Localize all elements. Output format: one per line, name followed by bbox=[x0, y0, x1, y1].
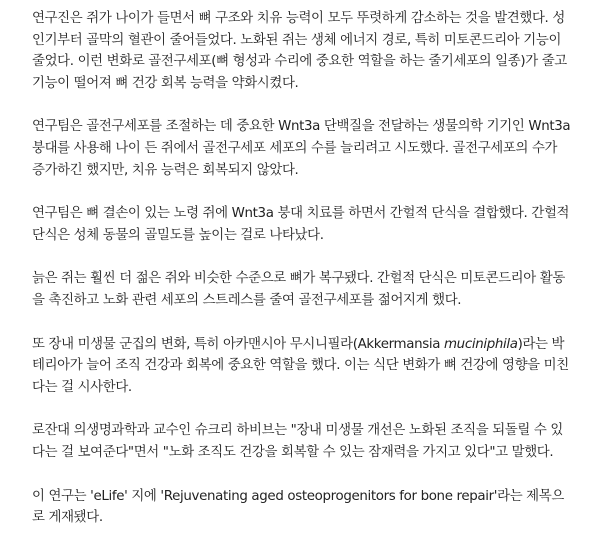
paragraph-wnt3a-bandage bbox=[32, 116, 572, 181]
paragraph-quote bbox=[32, 420, 572, 463]
paragraph-text: )라는 박테리아가 늘어 조직 건강과 회복에 중요한 역할을 했다. 이는 식단 변화가 뼈 건강에 영향을 미친다는 걸 시사한다. bbox=[32, 336, 569, 395]
paragraph-text: 연구팀은 골전구세포를 조절하는 데 중요한 Wnt3a 단백질을 전달하는 생물의학 기기인 Wnt3a 붕대를 사용해 나이 든 쥐에서 골전구세포 세포의 수를 늘리려고 시도했다. 골전구세포의 수가 증가하긴 했지만, 치유 능력은 회복되지 않았다. bbox=[32, 119, 571, 178]
paragraph-text: 로잔대 의생명과학과 교수인 슈크리 하비브는 "장내 미생물 개선은 노화된 조직을 되돌릴 수 있다는 걸 보여준다"면서 "노화 조직도 건강을 회복할 수 있는 잠재력을 가지고 있다"고 말했다. bbox=[32, 423, 563, 460]
paragraph-intermittent-fasting bbox=[32, 203, 572, 246]
paragraph-aging-findings bbox=[32, 8, 572, 94]
paragraph-publication bbox=[32, 486, 572, 529]
paragraph-bone-recovery bbox=[32, 268, 572, 311]
paragraph-text: 연구진은 쥐가 나이가 들면서 뼈 구조와 치유 능력이 모두 뚜렷하게 감소하는 것을 발견했다. 성인기부터 골막의 혈관이 줄어들었다. 노화된 쥐는 생체 에너지 경로, 특히 미토콘드리아 기능이 줄었다. 이런 변화로 골전구세포(뼈 형성과 수리에 중요한 역할을 하는 줄기세포의 일종)가 줄고 기능이 떨어져 뼈 건강 회복 능력을 약화시켰다. bbox=[32, 11, 567, 91]
paragraph-text: 이 연구는 'eLife' 지에 'Rejuvenating aged osteoprogenitors for bone repair'라는 제목으로 게재됐다. bbox=[32, 488, 564, 526]
paragraph-gut-microbiome bbox=[32, 334, 572, 399]
paragraph-text: 또 장내 미생물 군집의 변화, 특히 아카맨시아 무시니필라(Akkermansia bbox=[32, 336, 444, 352]
paragraph-text: 늙은 쥐는 훨씬 더 젊은 쥐와 비슷한 수준으로 뼈가 복구됐다. 간헐적 단식은 미토콘드리아 활동을 촉진하고 노화 관련 세포의 스트레스를 줄여 골전구세포를 젊어지게 했다. bbox=[32, 271, 565, 308]
species-name-italic: muciniphila bbox=[443, 336, 518, 352]
paragraph-text: 연구팀은 뼈 결손이 있는 노령 쥐에 Wnt3a 붕대 치료를 하면서 간헐적 단식을 결합했다. 간헐적 단식은 성체 동물의 골밀도를 높이는 걸로 나타났다. bbox=[32, 206, 570, 243]
article-body bbox=[32, 8, 572, 529]
